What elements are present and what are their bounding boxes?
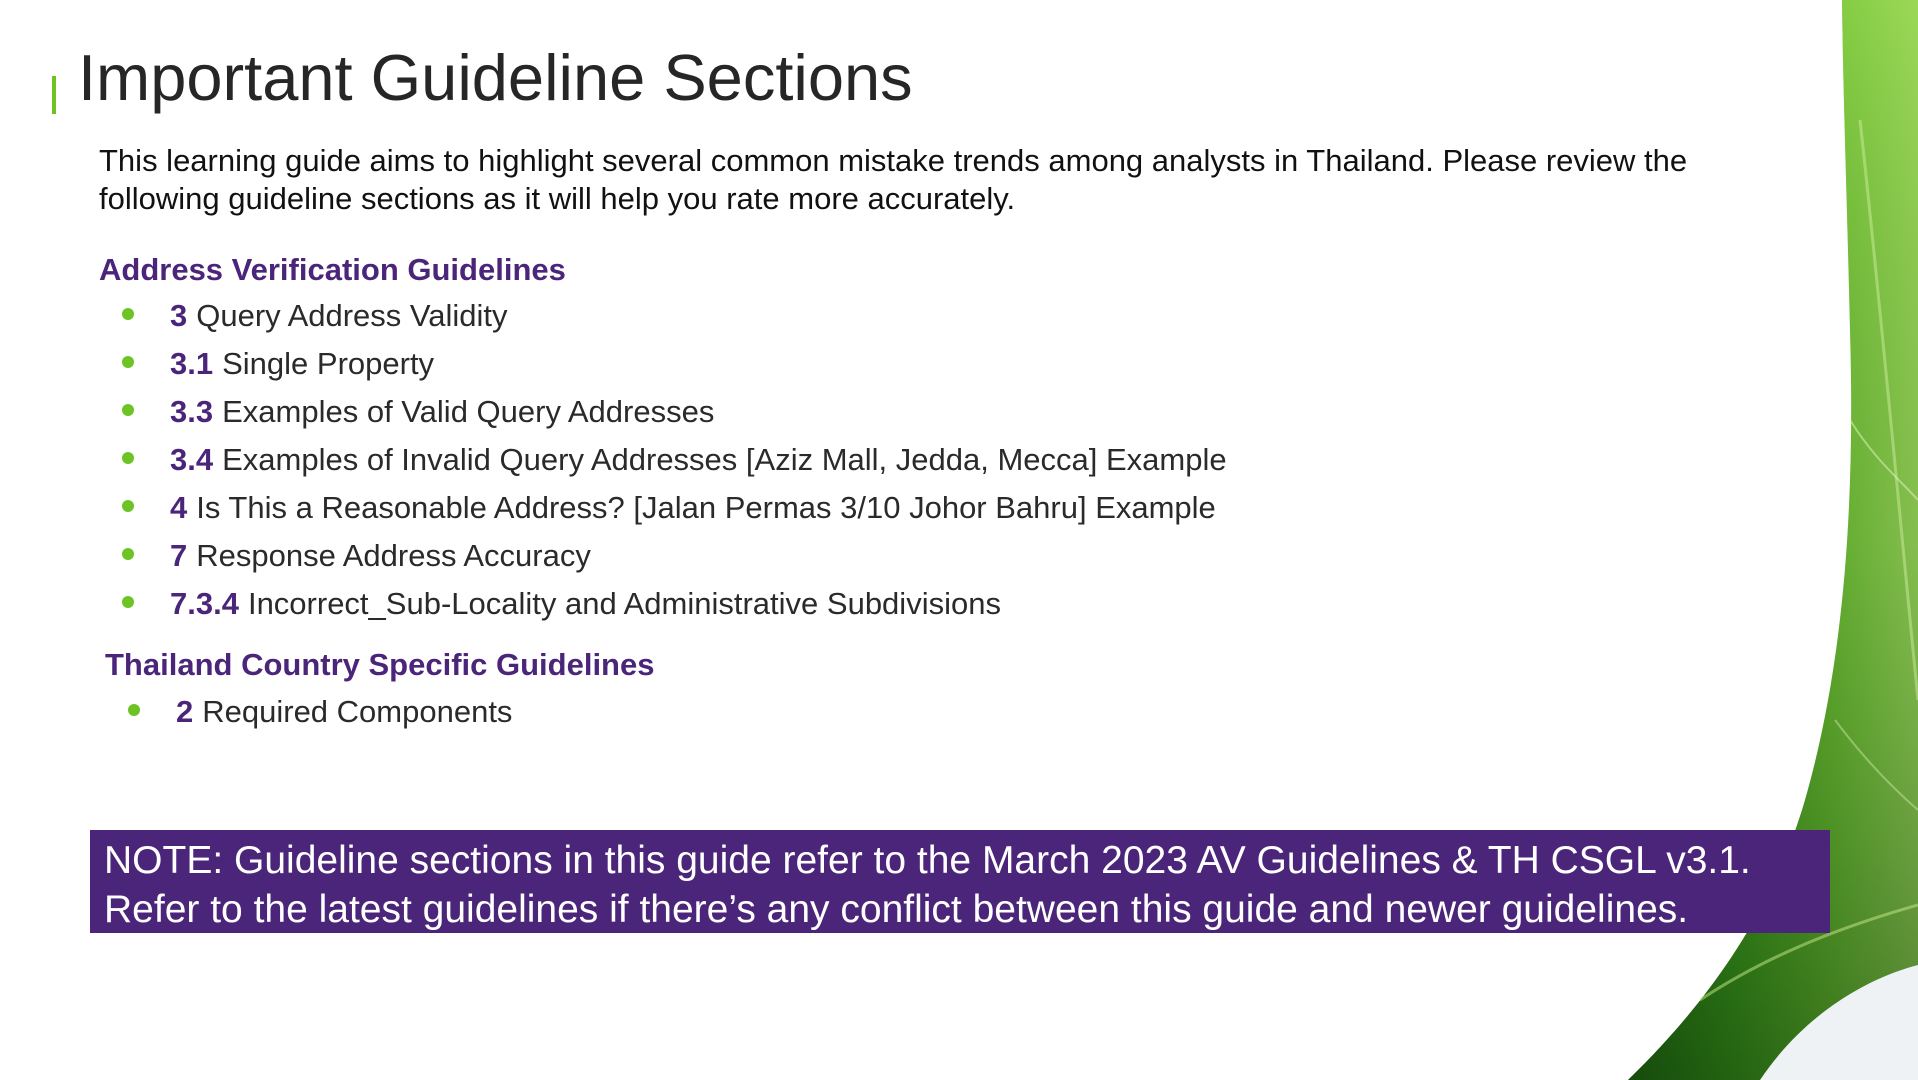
section-label: Response Address Accuracy xyxy=(196,538,591,573)
page-title: Important Guideline Sections xyxy=(78,41,913,114)
section-label: Examples of Valid Query Addresses xyxy=(222,394,715,429)
green-dot-bullet-icon xyxy=(122,404,134,416)
green-dot-bullet-icon xyxy=(122,308,134,320)
section-number: 3.4 xyxy=(170,442,214,477)
section-label: Examples of Invalid Query Addresses [Aziz Mall, Jedda, Mecca] Example xyxy=(222,442,1227,477)
section-heading-address-verification: Address Verification Guidelines xyxy=(99,252,566,287)
title-accent-bar xyxy=(52,76,56,114)
section-number: 3.3 xyxy=(170,394,214,429)
section-number: 3 xyxy=(170,298,188,333)
note-line-1: NOTE: Guideline sections in this guide refer to the March 2023 AV Guidelines & TH CSGL v3.1. xyxy=(104,839,1751,882)
section-number: 3.1 xyxy=(170,346,214,381)
section-number: 2 xyxy=(176,694,194,729)
intro-paragraph: This learning guide aims to highlight several common mistake trends among analysts in Thailand. Please review the following guideline sections as it will help you rate more accurately. xyxy=(99,143,1688,216)
section-number: 7.3.4 xyxy=(170,586,239,621)
note-callout xyxy=(90,830,1830,933)
green-dot-bullet-icon xyxy=(122,548,134,560)
green-dot-bullet-icon xyxy=(122,500,134,512)
section-number: 7 xyxy=(170,538,188,573)
section-label: Required Components xyxy=(202,694,513,729)
green-dot-bullet-icon xyxy=(122,452,134,464)
green-dot-bullet-icon xyxy=(128,704,140,716)
section-heading-thailand-country-specific: Thailand Country Specific Guidelines xyxy=(105,647,655,682)
section-label: Single Property xyxy=(222,346,435,381)
section-label: Query Address Validity xyxy=(196,298,508,333)
green-dot-bullet-icon xyxy=(122,596,134,608)
section-label: Incorrect_Sub-Locality and Administrative Subdivisions xyxy=(247,586,1001,621)
section-label: Is This a Reasonable Address? [Jalan Permas 3/10 Johor Bahru] Example xyxy=(196,490,1216,525)
note-line-2: Refer to the latest guidelines if there’s any conflict between this guide and newer guidelines. xyxy=(104,888,1689,931)
section-number: 4 xyxy=(170,490,188,525)
green-dot-bullet-icon xyxy=(122,356,134,368)
